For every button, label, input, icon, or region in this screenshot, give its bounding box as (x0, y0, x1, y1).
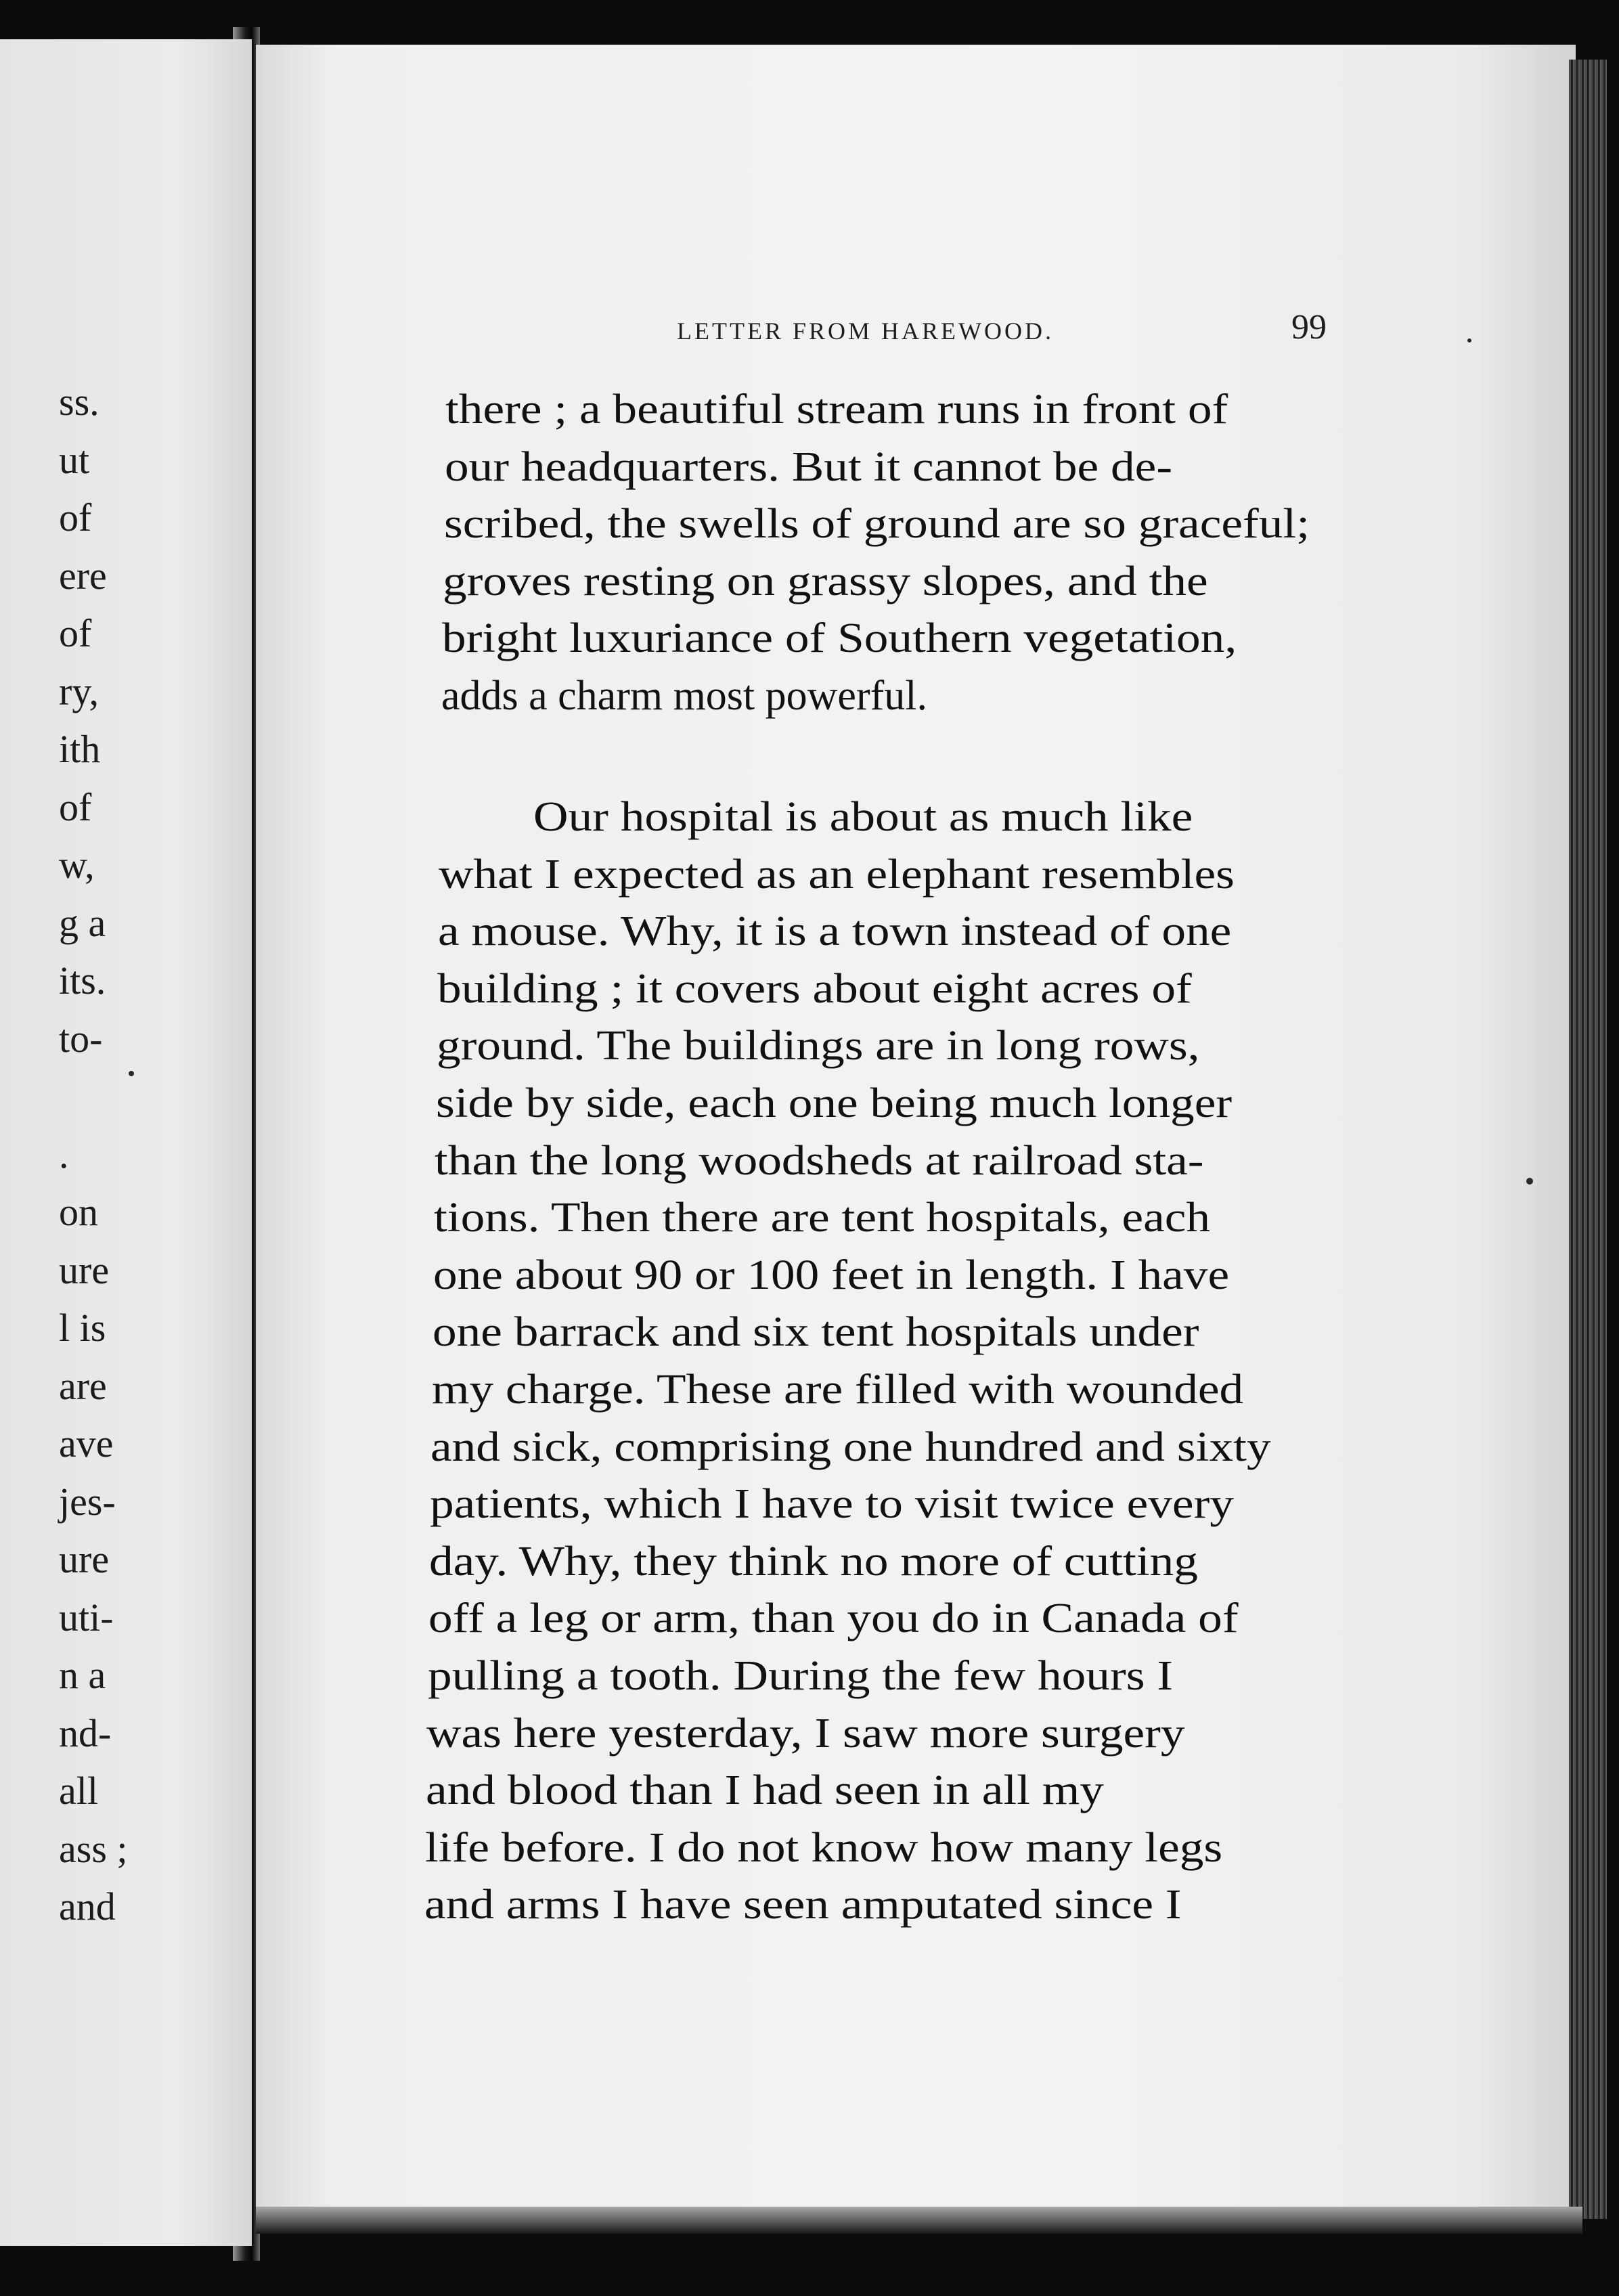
paragraph-2-line: patients, which I have to visit twice every (430, 1481, 1235, 1528)
paragraph-2-line: and arms I have seen amputated since I (424, 1882, 1182, 1928)
dust-speck (129, 1071, 134, 1076)
paragraph-2-line: my charge. These are filled with wounded (431, 1367, 1243, 1413)
left-page-line: ure (59, 1537, 110, 1581)
left-page-line: ave (59, 1421, 114, 1465)
left-page-line: on (59, 1190, 98, 1234)
left-page-line: ere (59, 553, 107, 598)
paragraph-1-line: adds a charm most powerful. (441, 673, 927, 719)
page-bottom-shadow (256, 2207, 1582, 2234)
left-page-line: all (59, 1769, 98, 1813)
left-page-line: n a (59, 1653, 106, 1697)
paragraph-2-line: was here yesterday, I saw more surgery (426, 1710, 1185, 1757)
paragraph-2-line: one barrack and six tent hospitals under (432, 1309, 1199, 1356)
left-page (0, 39, 252, 2246)
paragraph-2-line: than the long woodsheds at railroad sta- (435, 1137, 1204, 1184)
paragraph-2-line: day. Why, they think no more of cutting (429, 1538, 1198, 1585)
paragraph-2-line: ground. The buildings are in long rows, (436, 1023, 1200, 1069)
left-page-line: nd- (59, 1710, 112, 1755)
paragraph-2-line: what I expected as an elephant resembles (439, 851, 1235, 898)
paragraph-2-line: building ; it covers about eight acres of (437, 965, 1192, 1012)
paragraph-1-line: there ; a beautiful stream runs in front of (445, 387, 1228, 433)
left-page-line: are (59, 1363, 107, 1408)
left-page-line: g a (59, 900, 106, 945)
left-page-line: w, (59, 843, 95, 887)
paragraph-2-line: and sick, comprising one hundred and sixty (430, 1423, 1271, 1470)
paragraph-2-line: one about 90 or 100 feet in length. I have (433, 1252, 1230, 1298)
dust-speck (1526, 1178, 1533, 1185)
left-page-line: uti- (59, 1595, 114, 1639)
left-page-line: ut (59, 437, 90, 482)
paragraph-2-line: pulling a tooth. During the few hours I (427, 1653, 1173, 1699)
paragraph-1-line: our headquarters. But it cannot be de- (444, 443, 1172, 490)
left-page-line: ith (59, 727, 101, 771)
left-page-line: ss. (59, 380, 99, 424)
paragraph-2-line: a mouse. Why, it is a town instead of one (438, 908, 1232, 955)
paragraph-1-line: bright luxuriance of Southern vegetation, (442, 615, 1237, 662)
left-page-line: ure (59, 1248, 110, 1292)
left-page-line: its. (59, 958, 106, 1002)
left-page-line: jes- (59, 1479, 116, 1524)
paragraph-2-line: life before. I do not know how many legs (425, 1824, 1223, 1871)
paragraph-1-line: groves resting on grassy slopes, and the (443, 558, 1209, 604)
paragraph-2-line: Our hospital is about as much like (533, 794, 1193, 840)
paragraph-1-line: scribed, the swells of ground are so graceful; (443, 501, 1310, 548)
running-head: LETTER FROM HAREWOOD. (677, 317, 1054, 345)
paragraph-2-line: and blood than I had seen in all my (426, 1767, 1105, 1814)
paragraph-2-line: tions. Then there are tent hospitals, each (434, 1195, 1211, 1241)
left-page-line: to- (59, 1016, 103, 1061)
page-fore-edge (1569, 60, 1607, 2219)
page-number: 99 (1291, 308, 1327, 347)
left-page-line: of (59, 611, 92, 655)
left-page-line: of (59, 785, 92, 829)
dust-speck (1467, 338, 1471, 343)
left-page-line: . (59, 1132, 69, 1176)
left-page-line: ry, (59, 669, 99, 713)
paragraph-2-line: side by side, each one being much longer (435, 1080, 1232, 1126)
left-page-line: l is (59, 1306, 106, 1350)
left-page-line: of (59, 495, 92, 539)
paragraph-2-line: off a leg or arm, than you do in Canada of (428, 1595, 1239, 1642)
left-page-line: and (59, 1884, 116, 1928)
left-page-line: ass ; (59, 1826, 128, 1871)
